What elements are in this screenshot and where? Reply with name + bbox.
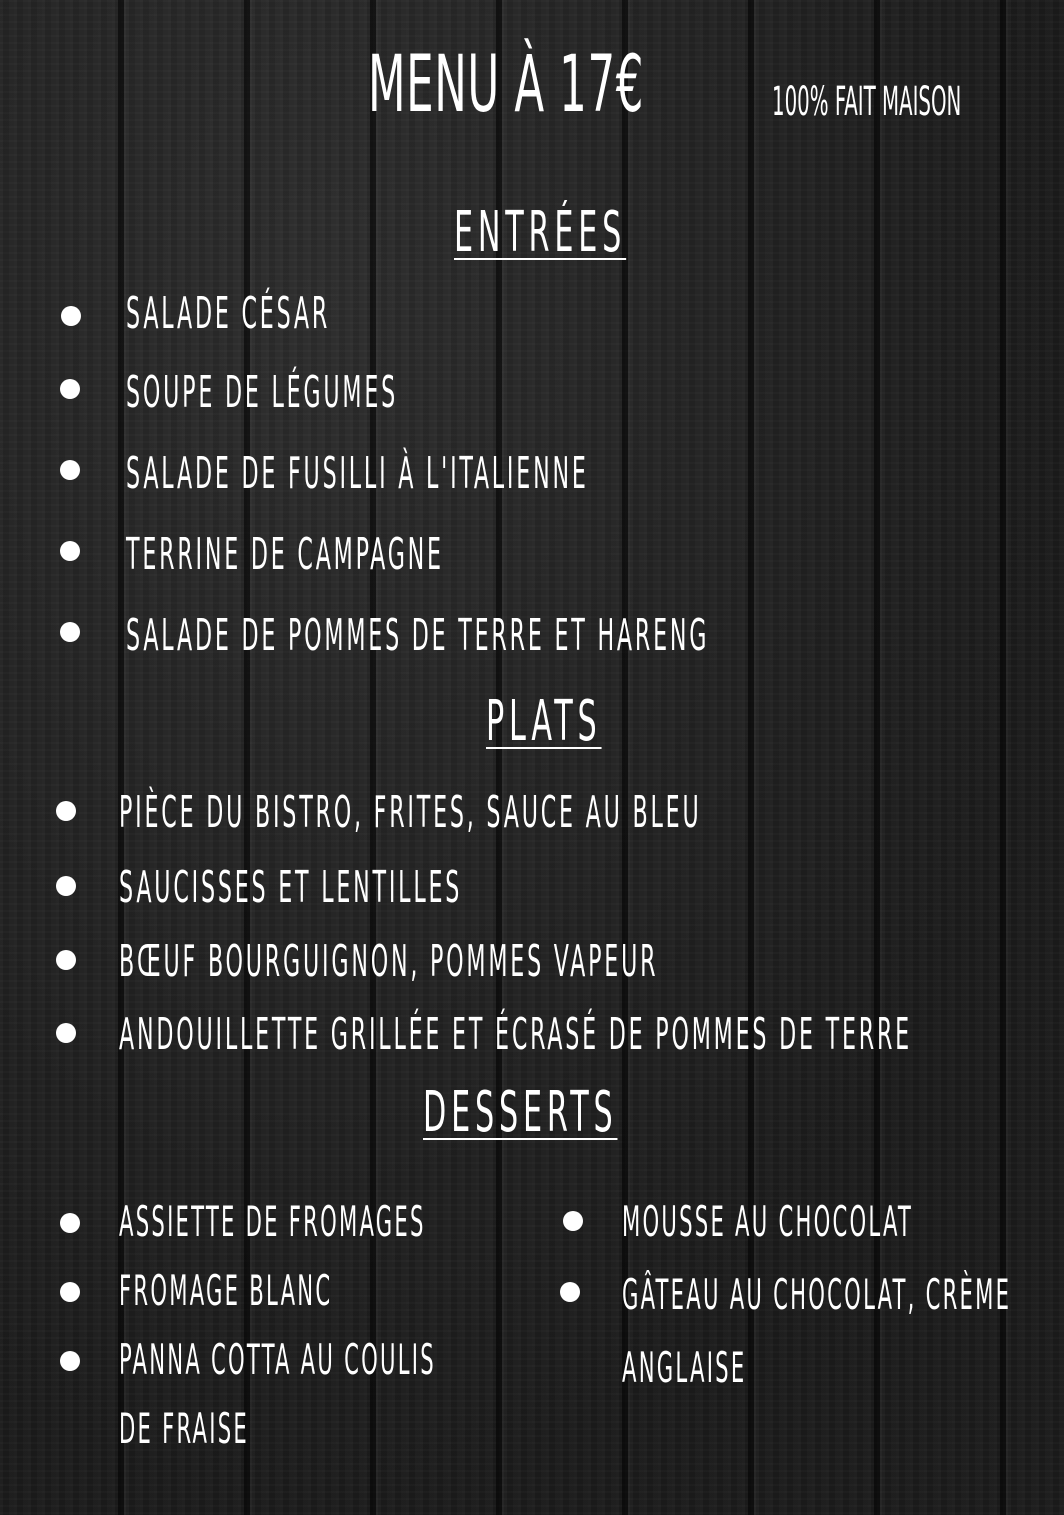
bullet-icon [56, 1023, 76, 1043]
entree-item: SALADE CÉSAR [126, 288, 331, 339]
bullet-icon [560, 1282, 580, 1302]
bullet-icon [563, 1211, 583, 1231]
bullet-icon [60, 1351, 80, 1371]
menu-title: MENU À 17€ [368, 40, 645, 130]
entree-item: SOUPE DE LÉGUMES [126, 367, 399, 418]
bullet-icon [60, 1213, 80, 1233]
dessert-item: MOUSSE AU CHOCOLAT [622, 1197, 914, 1246]
plat-item: ANDOUILLETTE GRILLÉE ET ÉCRASÉ DE POMMES DE TERRE [119, 1009, 912, 1060]
plat-item: BŒUF BOURGUIGNON, POMMES VAPEUR [119, 936, 659, 987]
dessert-item: FROMAGE BLANC [119, 1266, 333, 1315]
entree-item: SALADE DE FUSILLI À L'ITALIENNE [126, 448, 589, 499]
section-title-plats: PLATS [486, 689, 602, 754]
plat-item: SAUCISSES ET LENTILLES [119, 862, 463, 913]
bullet-icon [60, 622, 80, 642]
bullet-icon [60, 379, 80, 399]
bullet-icon [56, 801, 76, 821]
bullet-icon [60, 460, 80, 480]
dessert-item-continued: ANGLAISE [622, 1343, 747, 1392]
dessert-item: GÂTEAU AU CHOCOLAT, CRÈME [622, 1270, 1012, 1319]
bullet-icon [56, 876, 76, 896]
bullet-icon [60, 1282, 80, 1302]
plat-item: PIÈCE DU BISTRO, FRITES, SAUCE AU BLEU [119, 787, 702, 838]
bullet-icon [61, 306, 81, 326]
entree-item: SALADE DE POMMES DE TERRE ET HARENG [126, 610, 710, 661]
dessert-item-continued: DE FRAISE [119, 1404, 249, 1453]
section-title-entrees: ENTRÉES [454, 200, 627, 265]
bullet-icon [60, 541, 80, 561]
section-title-desserts: DESSERTS [423, 1080, 618, 1145]
bullet-icon [56, 950, 76, 970]
menu-subtitle: 100% FAIT MAISON [772, 79, 962, 125]
entree-item: TERRINE DE CAMPAGNE [126, 529, 444, 580]
dessert-item: PANNA COTTA AU COULIS [119, 1335, 436, 1384]
dessert-item: ASSIETTE DE FROMAGES [119, 1197, 426, 1246]
